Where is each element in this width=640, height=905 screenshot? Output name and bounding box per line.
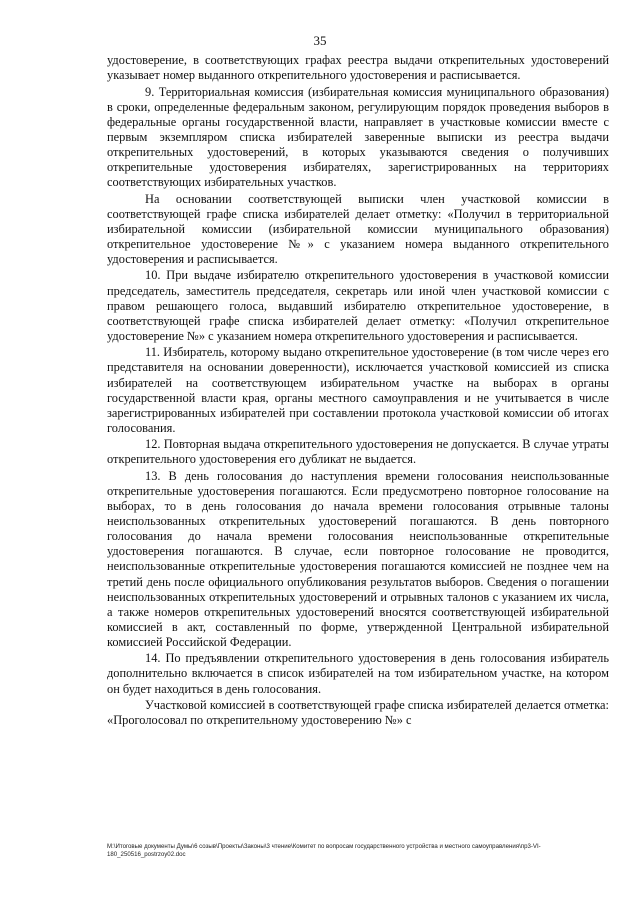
paragraph-item-14: 14. По предъявлении открепительного удостоверения в день голосования избиратель дополнительно включается в список избирателей на том избирательном участке, на котором он будет находиться в день голосования. bbox=[107, 651, 609, 696]
footer-file-path: M:\Итоговые документы Думы\6 созыв\Проекты\Законы\3 чтение\Комитет по вопросам государственного устройства и местного самоуправления\пр3-VI-180_250516_postrzoy02.doc bbox=[107, 843, 541, 858]
document-body bbox=[107, 53, 609, 730]
paragraph-item-13: 13. В день голосования до наступления времени голосования неиспользованные открепительные удостоверения погашаются. Если предусмотрено повторное голосование на выборах, то в день голосования до начала времени голосования отрывные талоны неиспользованных открепительных удостоверений погашаются. В день повторного голосования до начала времени голосования неиспользованные открепительные удостоверения погашаются. В случае, если повторное голосование не проводится, неиспользованные открепительные удостоверения погашаются комиссией не позднее чем на третий день после официального опубликования результатов выборов. Сведения о погашении неиспользованных открепительных удостоверений и отрывных талонов с указанием их числа, а также номеров открепительных удостоверений вносятся соответствующей избирательной комиссией в акт, составленный по форме, утвержденной Центральной избирательной комиссией Российской Федерации. bbox=[107, 468, 609, 649]
paragraph-item-10: 10. При выдаче избирателю открепительного удостоверения в участковой комиссии председатель, заместитель председателя, секретарь или иной член участковой комиссии с правом решающего голоса, выдавший избирателю открепительное удостоверение, в соответствующей графе списка избирателей делает отметку: «Получил открепительное удостоверение №» с указанием номера открепительного удостоверения и расписывается. bbox=[107, 268, 609, 343]
paragraph-item-11: 11. Избиратель, которому выдано открепительное удостоверение (в том числе через его представителя на основании доверенности), исключается участковой комиссией из списка избирателей на соответствующем избирательном участке на выборах в органы государственной власти края, органы местного самоуправления и не учитывается в числе зарегистрированных избирателей при составлении протокола участковой комиссии об итогах голосования. bbox=[107, 345, 609, 435]
paragraph-item-14-note: Участковой комиссией в соответствующей графе списка избирателей делается отметка: «Проголосовал по открепительному удостоверению №» с bbox=[107, 698, 609, 728]
page-number: 35 bbox=[313, 33, 327, 48]
paragraph-item-9: 9. Территориальная комиссия (избирательная комиссия муниципального образования) в сроки, определенные федеральным законом, регулирующим порядок проведения выборов в федеральные органы государственной власти, направляет в участковые комиссии вместе с первым экземпляром списка избирателей заверенные выписки из реестра выдачи открепительных удостоверений, в которых указываются сведения о получивших открепительные удостоверения избирателях, зарегистрированных на территориях соответствующих избирательных участков. bbox=[107, 84, 609, 190]
paragraph-item-12: 12. Повторная выдача открепительного удостоверения не допускается. В случае утраты открепительного удостоверения его дубликат не выдается. bbox=[107, 437, 609, 467]
paragraph-item-9-note: На основании соответствующей выписки член участковой комиссии в соответствующей графе списка избирателей делает отметку: «Получил в территориальной избирательной комиссии (избирательной комиссии муниципального образования) открепительное удостоверение №» с указанием номера выданного открепительного удостоверения и расписывается. bbox=[107, 191, 609, 266]
paragraph-continuation: удостоверение, в соответствующих графах реестра выдачи открепительных удостоверений указывает номер выданного открепительного удостоверения и расписывается. bbox=[107, 53, 609, 83]
